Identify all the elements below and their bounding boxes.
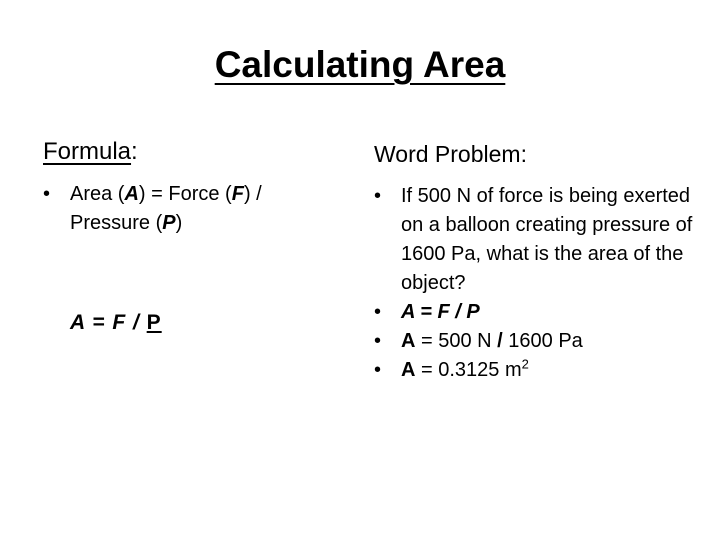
formula-bullet-text [70,180,343,238]
formula-text-part: ) [175,212,183,234]
solution-step-3 [374,356,704,385]
formula-heading-colon: : [131,138,138,165]
solution-step-2 [374,327,704,356]
equation-a: A [70,311,86,334]
bullet-icon: • [374,301,382,323]
bullet-icon: • [374,330,382,352]
formula-bullet [43,180,343,238]
area-equation [70,311,162,335]
variable-p: P [162,212,176,234]
variable-a: A [124,183,139,205]
step-3-variable: A [401,359,416,381]
step-3-exponent: 2 [521,356,529,372]
problem-text: If 500 N of force is being exerted on a balloon creating pressure of 1600 Pa, what is the area of the object? [401,185,693,294]
step-1-text [401,298,704,327]
step-2-slash: / [497,330,503,352]
slide-title: Calculating Area [214,44,506,85]
bullet-icon: • [43,183,51,205]
step-2-value: = 500 N [415,330,498,352]
formula-heading [43,138,343,166]
formula-text-part: ) = Force ( [138,183,232,205]
equation-f: F [112,311,127,334]
step-3-text [401,356,704,385]
step-2-text [401,327,704,356]
formula-heading-label: Formula [43,138,132,165]
step-2-variable: A [401,330,416,352]
formula-text-part: ) / Pressure ( [70,183,262,234]
step-1-variable: A [401,301,415,323]
bullet-icon: • [374,185,382,207]
equation-slash: / [126,311,147,334]
word-problem-column [374,140,704,385]
step-1-rest: = F / P [414,301,480,323]
bullet-icon: • [374,359,382,381]
step-2-value-2: 1600 Pa [502,330,583,352]
formula-column [43,138,343,238]
formula-text-part: Area ( [70,183,125,205]
variable-f: F [231,183,244,205]
equation-equals: = [85,311,113,334]
step-3-value: = 0.3125 m [415,359,522,381]
problem-statement [374,182,704,298]
solution-step-1 [374,298,704,327]
word-problem-heading: Word Problem: [374,141,527,167]
equation-p: P [146,311,162,334]
